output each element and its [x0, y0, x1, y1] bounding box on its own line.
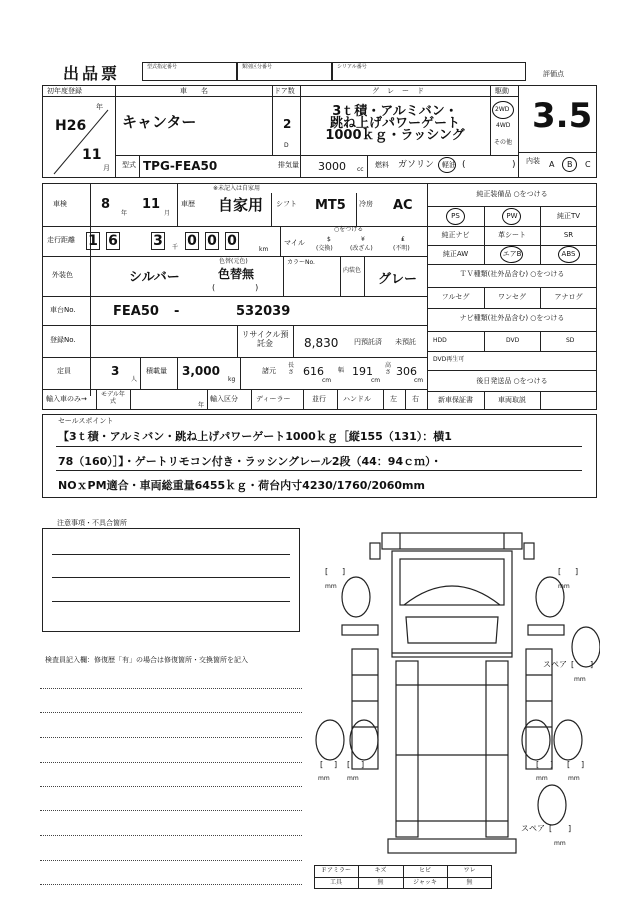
defect-label: 注意事項・不具合箇所	[57, 519, 127, 527]
legend-break: ワレ	[463, 867, 476, 874]
model-year-unit: 年	[198, 402, 205, 409]
import-dealer: ディーラー	[256, 395, 291, 403]
opt-tv: 純正TV	[556, 212, 581, 220]
handle-label: ハンドル	[343, 395, 371, 403]
rear-left-2-bracket-l: [	[347, 760, 351, 769]
opt-airbag: エアB	[502, 250, 522, 258]
use-value: 自家用	[218, 196, 264, 214]
model-id-label: 型式指定番号	[147, 64, 178, 70]
mileage-label: 走行距離	[47, 236, 75, 244]
inspection-month-unit: 月	[164, 210, 171, 217]
spare-2-bracket-l: [	[549, 824, 553, 833]
opt-ps: PS	[451, 212, 460, 220]
dvd-playback: DVD再生可	[433, 356, 465, 363]
model-year-label: モデル年式	[101, 391, 125, 405]
opt-pw-circle	[502, 208, 521, 225]
first-reg-month-unit: 月	[103, 164, 110, 172]
drive-other: その他	[494, 139, 513, 146]
recycle-label: リサイクル預託金	[241, 330, 289, 349]
spare-2-bracket-r: ]	[568, 824, 572, 833]
mileage-digit-1: 1	[86, 232, 100, 250]
front-left-bracket-l: [	[325, 567, 329, 576]
doors-label: ドア数	[274, 87, 295, 95]
capacity-value: 3	[111, 364, 120, 378]
grade-line1: 3ｔ積・アルミバン・	[332, 104, 458, 119]
fuel-label: 燃料	[375, 161, 389, 169]
rear-right-2-bracket-l: [	[567, 760, 571, 769]
spare-2-label: スペア	[521, 824, 545, 833]
legend-jack-label: ジャッキ	[413, 879, 437, 886]
spare-1-bracket-r: ]	[590, 660, 594, 669]
opt-abs-circle	[558, 246, 580, 263]
repaint-label: 色替(元色)	[219, 258, 248, 265]
defect-box	[42, 528, 300, 632]
ac-value: AC	[393, 198, 413, 213]
sales-line3: NOｘPM適合・車両総重量6455ｋｇ・荷台内寸4230/1760/2060mm	[58, 479, 425, 492]
score-label: 評価点	[543, 70, 564, 78]
dims-label: 諸元	[262, 367, 276, 375]
length-label: 長さ	[288, 362, 295, 376]
sales-line2: 78（160）］】・ゲートリモコン付き・ラッシングレール2段（44：94ｃｍ）・	[58, 455, 442, 468]
legend-crack: ヒビ	[418, 867, 431, 874]
exterior-label: 外装色	[52, 271, 73, 279]
after-warranty: 新車保証書	[438, 396, 473, 404]
mileage-mile-label: マイル	[284, 239, 305, 247]
mileage-thousand: 千	[172, 244, 179, 251]
interior-score-b: B	[567, 160, 573, 169]
fuel-diesel-circle	[438, 157, 456, 173]
interior-score-a: A	[549, 160, 555, 169]
capacity-unit: 人	[131, 376, 138, 383]
opt-leather: 革シート	[498, 231, 526, 239]
fuel-paren-right: )	[512, 160, 516, 170]
score-value: 3.5	[532, 96, 593, 136]
ac-label: 冷房	[359, 200, 373, 208]
rear-right-2-bracket-r: ]	[581, 760, 585, 769]
serial-label: シリアル番号	[337, 64, 367, 70]
mileage-digit-2: 6	[106, 232, 120, 250]
model-value: TPG-FEA50	[143, 159, 218, 173]
car-name: キャンター	[122, 113, 197, 131]
front-right-bracket-l: [	[558, 567, 562, 576]
drive-2wd-circle	[492, 101, 514, 119]
height-value: 306	[396, 365, 417, 378]
chassis-prefix: FEA50	[113, 304, 159, 319]
shift-label: シフト	[276, 200, 297, 208]
rear-left-1-mm: mm	[318, 775, 330, 782]
recycle-value: 8,830	[304, 336, 339, 350]
inspection-year-unit: 年	[121, 210, 128, 217]
opt-sr: SR	[563, 231, 574, 239]
mileage-opt-unknown: (不明)	[393, 245, 410, 252]
interior-score-label: 内装	[526, 157, 540, 165]
class-id-label: 類別区分番号	[242, 64, 273, 70]
after-title: 後日発送品 ○をつける	[476, 377, 548, 385]
rear-left-2-mm: mm	[347, 775, 359, 782]
import-type-label: 輸入区分	[210, 395, 238, 403]
navi-sd: SD	[566, 337, 575, 344]
registration-label: 登録No.	[50, 336, 76, 344]
mileage-opt-yen: ¥	[361, 236, 365, 243]
rear-left-1-bracket-l: [	[320, 760, 324, 769]
navi-title: ナビ種類(社外品含む) ○をつける	[459, 314, 565, 322]
truck-diagram	[300, 525, 600, 865]
grade-line3: 1000ｋｇ・ラッシング	[325, 128, 465, 143]
rear-right-1-bracket-l: [	[536, 760, 540, 769]
interior-score-circle	[562, 157, 577, 172]
inspector-label: 検査員記入欄：修復歴「有」の場合は修復箇所・交換箇所を記入	[45, 656, 248, 664]
first-reg-year-unit: 年	[96, 103, 103, 111]
mileage-digit-3: 3	[151, 232, 165, 250]
sales-label: セールスポイント	[58, 417, 114, 425]
opt-navi: 純正ナビ	[441, 231, 470, 239]
opt-airbag-circle	[500, 246, 523, 263]
front-right-mm: mm	[558, 583, 570, 590]
fuel-gasoline: ガソリン	[398, 160, 435, 170]
mileage-km: km	[259, 246, 269, 253]
drive-4wd: 4WD	[496, 122, 511, 129]
mileage-digit-6: 0	[225, 232, 239, 250]
use-note: ※未記入は自家用	[213, 185, 261, 192]
sales-line1: 【3ｔ積・アルミバン・跳ね上げパワーゲート1000ｋｇ［縦155（131）：横1	[58, 430, 452, 443]
interior-color-label: 内装色	[343, 267, 362, 274]
opt-pw: PW	[506, 212, 518, 220]
interior-score-c: C	[585, 160, 591, 169]
width-label: 幅	[338, 367, 345, 374]
fuel-diesel: 軽油	[442, 161, 456, 169]
handle-left: 左	[390, 395, 397, 403]
spare-1-bracket-l: [	[571, 660, 575, 669]
height-unit: cm	[414, 377, 424, 384]
exterior-color: シルバー	[129, 270, 180, 285]
rear-left-1-bracket-r: ]	[334, 760, 338, 769]
tv-fullseg: フルセグ	[441, 293, 470, 301]
shift-value: MT5	[315, 198, 346, 213]
rear-left-2-bracket-r: ]	[361, 760, 365, 769]
navi-dvd: DVD	[506, 337, 520, 344]
opt-aw: 純正AW	[442, 250, 469, 258]
drive-2wd: 2WD	[495, 106, 510, 113]
interior-color: グレー	[378, 272, 418, 287]
front-right-bracket-r: ]	[575, 567, 579, 576]
navi-hdd: HDD	[433, 337, 447, 344]
mileage-circle-note: ○をつける	[334, 226, 364, 233]
options-title: 純正装備品 ○をつける	[476, 190, 548, 198]
import-parallel: 並行	[312, 395, 326, 403]
legend-tools-label: 工具	[329, 879, 342, 886]
opt-ps-circle	[446, 208, 465, 225]
mileage-digit-4: 0	[185, 232, 199, 250]
drive-label: 駆動	[495, 87, 509, 95]
mileage-opt-pound: ₤	[401, 236, 405, 243]
use-label: 車歴	[181, 200, 195, 208]
load-label: 積載量	[146, 367, 167, 375]
width-unit: cm	[371, 377, 381, 384]
handle-right: 右	[412, 395, 419, 403]
repaint-paren: ( )	[212, 283, 259, 292]
tv-oneseg: ワンセグ	[498, 293, 526, 301]
color-no-label: カラーNo.	[287, 259, 315, 266]
opt-abs: ABS	[561, 250, 576, 258]
car-name-label: 車名	[180, 87, 222, 95]
length-value: 616	[303, 365, 324, 378]
rear-right-1-mm: mm	[536, 775, 548, 782]
grade-label: グレード	[372, 87, 432, 95]
load-value: 3,000	[182, 364, 220, 378]
repaint-value: 色替無	[218, 267, 255, 281]
doors-value: 2	[283, 117, 292, 131]
displacement-label: 排気量	[278, 161, 299, 169]
legend-tools-value: 無	[377, 879, 384, 886]
first-reg-label: 初年度登録	[47, 87, 82, 95]
recycle-paid: 円預託済	[354, 338, 382, 346]
legend-scratch: キズ	[374, 867, 387, 874]
mileage-opt-replaced: (交換)	[316, 245, 333, 252]
load-unit: kg	[228, 376, 236, 383]
fuel-paren-left: (	[462, 160, 466, 170]
capacity-label: 定員	[57, 367, 71, 375]
width-value: 191	[352, 365, 373, 378]
mileage-digit-5: 0	[205, 232, 219, 250]
height-label: 高さ	[385, 362, 392, 376]
chassis-number: 532039	[236, 304, 291, 319]
chassis-dash: -	[174, 304, 180, 319]
front-left-bracket-r: ]	[342, 567, 346, 576]
form-title: 出品票	[63, 64, 121, 83]
first-reg-month: 11	[82, 147, 102, 163]
tv-analog: アナログ	[554, 293, 583, 301]
spare-1-label: スペア	[543, 660, 567, 669]
legend-jack-value: 無	[466, 879, 473, 886]
spare-2-mm: mm	[554, 840, 566, 847]
length-unit: cm	[322, 377, 332, 384]
after-manual: 車両取説	[498, 396, 526, 404]
grade-line2: 跳ね上げパワーゲート	[329, 116, 460, 131]
first-reg-era: H26	[55, 118, 87, 134]
mileage-opt-dollar: $	[327, 236, 331, 243]
rear-right-2-mm: mm	[568, 775, 580, 782]
recycle-unpaid: 未預託	[395, 338, 416, 346]
inspection-year: 8	[101, 197, 111, 212]
import-label: 輸入車のみ→	[46, 395, 87, 403]
chassis-label: 車台No.	[50, 306, 76, 314]
model-label: 型式	[122, 161, 136, 169]
inspection-label: 車検	[53, 200, 67, 208]
tv-title: ＴＶ種類(社外品含む) ○をつける	[459, 270, 565, 278]
rear-right-1-bracket-r: ]	[550, 760, 554, 769]
inspection-month: 11	[142, 197, 161, 212]
displacement-value: 3000	[318, 160, 346, 173]
front-left-mm: mm	[325, 583, 337, 590]
doors-unit: D	[284, 142, 289, 149]
mileage-opt-tampered: (改ざん)	[350, 245, 373, 252]
displacement-unit: cc	[357, 166, 364, 173]
spare-1-mm: mm	[574, 676, 586, 683]
legend-mirror: Ｆアミラー	[320, 867, 351, 874]
